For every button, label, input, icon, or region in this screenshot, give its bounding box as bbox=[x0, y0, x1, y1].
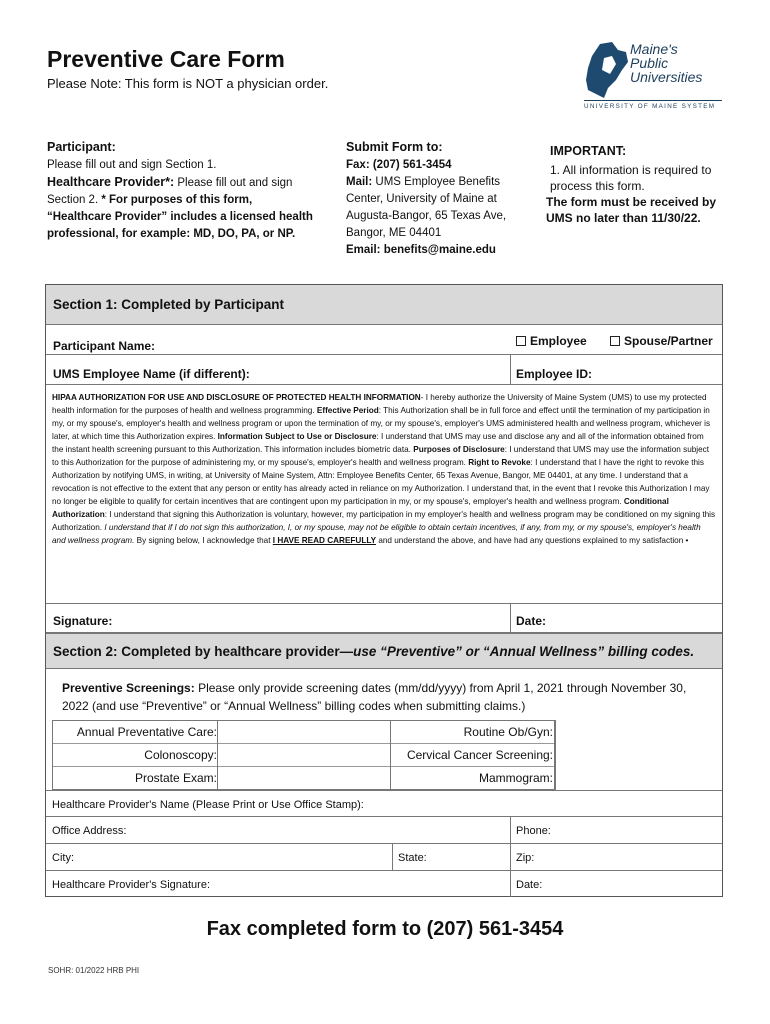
page-title: Preventive Care Form bbox=[47, 46, 285, 72]
fax-instruction: Fax completed form to (207) 561-3454 bbox=[206, 918, 564, 940]
divider bbox=[510, 355, 511, 385]
mail-label: Mail: bbox=[346, 176, 373, 188]
phone-label[interactable]: Phone: bbox=[516, 825, 551, 837]
divider bbox=[510, 844, 511, 871]
zip-label[interactable]: Zip: bbox=[516, 852, 535, 864]
submit-fax: Fax: (207) 561-3454 bbox=[346, 159, 452, 171]
submit-heading: Submit Form to: bbox=[346, 140, 443, 154]
logo-subtitle: UNIVERSITY OF MAINE SYSTEM bbox=[584, 103, 716, 110]
mail-text: UMS Employee Benefits Center, University of Maine at Augusta-Bangor, 65 Texas Ave, Bangor, ME 04401 bbox=[346, 176, 507, 239]
logo-line-2: Public bbox=[630, 55, 669, 71]
provider-date-label[interactable]: Date: bbox=[516, 879, 543, 891]
hipaa-authorization-text: HIPAA AUTHORIZATION FOR USE AND DISCLOSURE OF PROTECTED HEALTH INFORMATION- I hereby authorize the University of Maine System (UMS) to use my protected health information for the purposes of health and wellness programming. Effective Period: This Authorization shall be in full force and effect until the termination of my participation in my, or my spouse's, employer's health and wellness program or upon the termination of my, or my spouse's, employer's UMS administered health and wellness program, whichever is later, at which time this Authorization expires. Information Subject to Use or Disclosure: I understand that UMS may use and disclose any and all of the information obtained from the instant health screening pursuant to this Authorization. This information includes biometric data. Purposes of Disclosure: I understand that UMS may use the information subject to this Authorization for the purpose of administering my, or my spouse's, employer's health and wellness program. Right to Revoke: I understand that I have the right to revoke this Authorization by notifying UMS, in writing, at University of Maine System, Attn: Employee Benefits Center, 65 Texas Avenue, Bangor, ME 04401, at any time. I understand that a revocation is not effective to the extent that any person or entity has already acted in reliance on my Authorization. I understand that, in the event that I revoke this Authorization I may no longer be eligible to qualify for certain incentives that are contingent upon my participation in my, or my spouse's, employer's health and wellness program. Conditional Authorization: I understand that signing this Authorization is voluntary, however, my participation in my employer's health and wellness program may be conditioned on my signing this Authorization. I understand that if I do not sign this authorization, I, or my spouse, may not be eligible to obtain certain incentives, if any, from my, or my spouse's, employer's health and wellness program. By signing below, I acknowledge that I HAVE READ CAREFULLY and understand the above, and have had any questions explained to my satisfaction • bbox=[52, 393, 716, 545]
logo-line-3: Universities bbox=[630, 69, 703, 85]
provider-text: Please fill out and sign Section 2. bbox=[47, 177, 293, 206]
submit-instructions bbox=[346, 140, 536, 259]
submit-mail bbox=[346, 174, 536, 242]
important-deadline: The form must be received by UMS no later than 11/30/22. bbox=[546, 195, 717, 225]
divider bbox=[510, 871, 511, 897]
divider bbox=[390, 721, 391, 789]
physician-order-note: Please Note: This form is NOT a physician order. bbox=[47, 76, 329, 91]
signature-label[interactable]: Signature: bbox=[53, 614, 113, 628]
checkbox-icon bbox=[516, 336, 526, 346]
form-box bbox=[45, 284, 723, 897]
logo-divider bbox=[584, 100, 722, 101]
section-1-header: Section 1: Completed by Participant bbox=[46, 285, 722, 325]
divider bbox=[392, 844, 393, 871]
city-row bbox=[46, 844, 722, 871]
prostate-label: Prostate Exam: bbox=[134, 771, 217, 785]
provider-name-label[interactable]: Healthcare Provider's Name (Please Print or Use Office Stamp): bbox=[52, 799, 364, 811]
provider-signature-label[interactable]: Healthcare Provider's Signature: bbox=[52, 879, 211, 891]
important-text: 1. All information is required to process this form. bbox=[550, 163, 712, 193]
obgyn-label: Routine Ob/Gyn: bbox=[463, 725, 553, 739]
employee-checkbox[interactable]: Employee bbox=[516, 334, 587, 348]
employee-id-label: Employee ID: bbox=[516, 367, 593, 381]
provider-note: * For purposes of this form, “Healthcare Provider” includes a licensed health professional, for example: MD, DO, PA, or NP. bbox=[47, 194, 313, 240]
checkbox-icon bbox=[610, 336, 620, 346]
state-label[interactable]: State: bbox=[398, 852, 427, 864]
divider bbox=[510, 604, 511, 634]
provider-signature-row bbox=[46, 871, 722, 897]
cervical-label: Cervical Cancer Screening: bbox=[406, 748, 553, 762]
divider bbox=[217, 721, 218, 789]
screenings-label: Preventive Screenings: bbox=[62, 681, 195, 695]
participant-text: Please fill out and sign Section 1. bbox=[47, 159, 217, 171]
participant-name-row bbox=[46, 325, 722, 355]
provider-instructions bbox=[47, 174, 317, 243]
divider bbox=[510, 817, 511, 844]
important-notice bbox=[546, 143, 731, 226]
logo-wordmark bbox=[630, 42, 702, 84]
spouse-checkbox[interactable]: Spouse/Partner bbox=[610, 334, 713, 348]
document-id: SOHR: 01/2022 HRB PHI bbox=[48, 966, 140, 975]
provider-heading: Healthcare Provider*: bbox=[47, 175, 175, 189]
office-address-label[interactable]: Office Address: bbox=[52, 825, 127, 837]
signature-date-label[interactable]: Date: bbox=[516, 614, 547, 628]
screenings-instructions bbox=[62, 679, 702, 715]
ums-employee-name-label: UMS Employee Name (if different): bbox=[53, 367, 250, 381]
mammogram-label: Mammogram: bbox=[478, 771, 553, 785]
submit-email: Email: benefits@maine.edu bbox=[346, 244, 496, 256]
ums-employee-row bbox=[46, 355, 722, 385]
participant-instructions bbox=[47, 140, 317, 243]
colonoscopy-label: Colonoscopy: bbox=[144, 748, 217, 762]
logo-line-1: Maine's bbox=[630, 41, 678, 57]
participant-name-label: Participant Name: bbox=[53, 339, 156, 353]
office-address-row bbox=[46, 817, 722, 844]
participant-heading: Participant: bbox=[47, 140, 116, 154]
screenings-text: Please only provide screening dates (mm/dd/yyyy) from April 1, 2021 through November 30, 2022 (and use “Preventive” or “Annual Wellness” billing codes when submitting claims.) bbox=[62, 681, 687, 713]
city-label[interactable]: City: bbox=[52, 852, 74, 864]
signature-row bbox=[46, 603, 722, 633]
divider bbox=[554, 721, 555, 789]
provider-name-row bbox=[46, 790, 722, 817]
section-2-header: Section 2: Completed by healthcare provider—use “Preventive” or “Annual Wellness” billing codes. bbox=[46, 633, 722, 669]
annual-preventive-label: Annual Preventative Care: bbox=[76, 725, 217, 739]
important-heading: IMPORTANT: bbox=[550, 144, 627, 158]
screenings-grid bbox=[52, 720, 556, 790]
